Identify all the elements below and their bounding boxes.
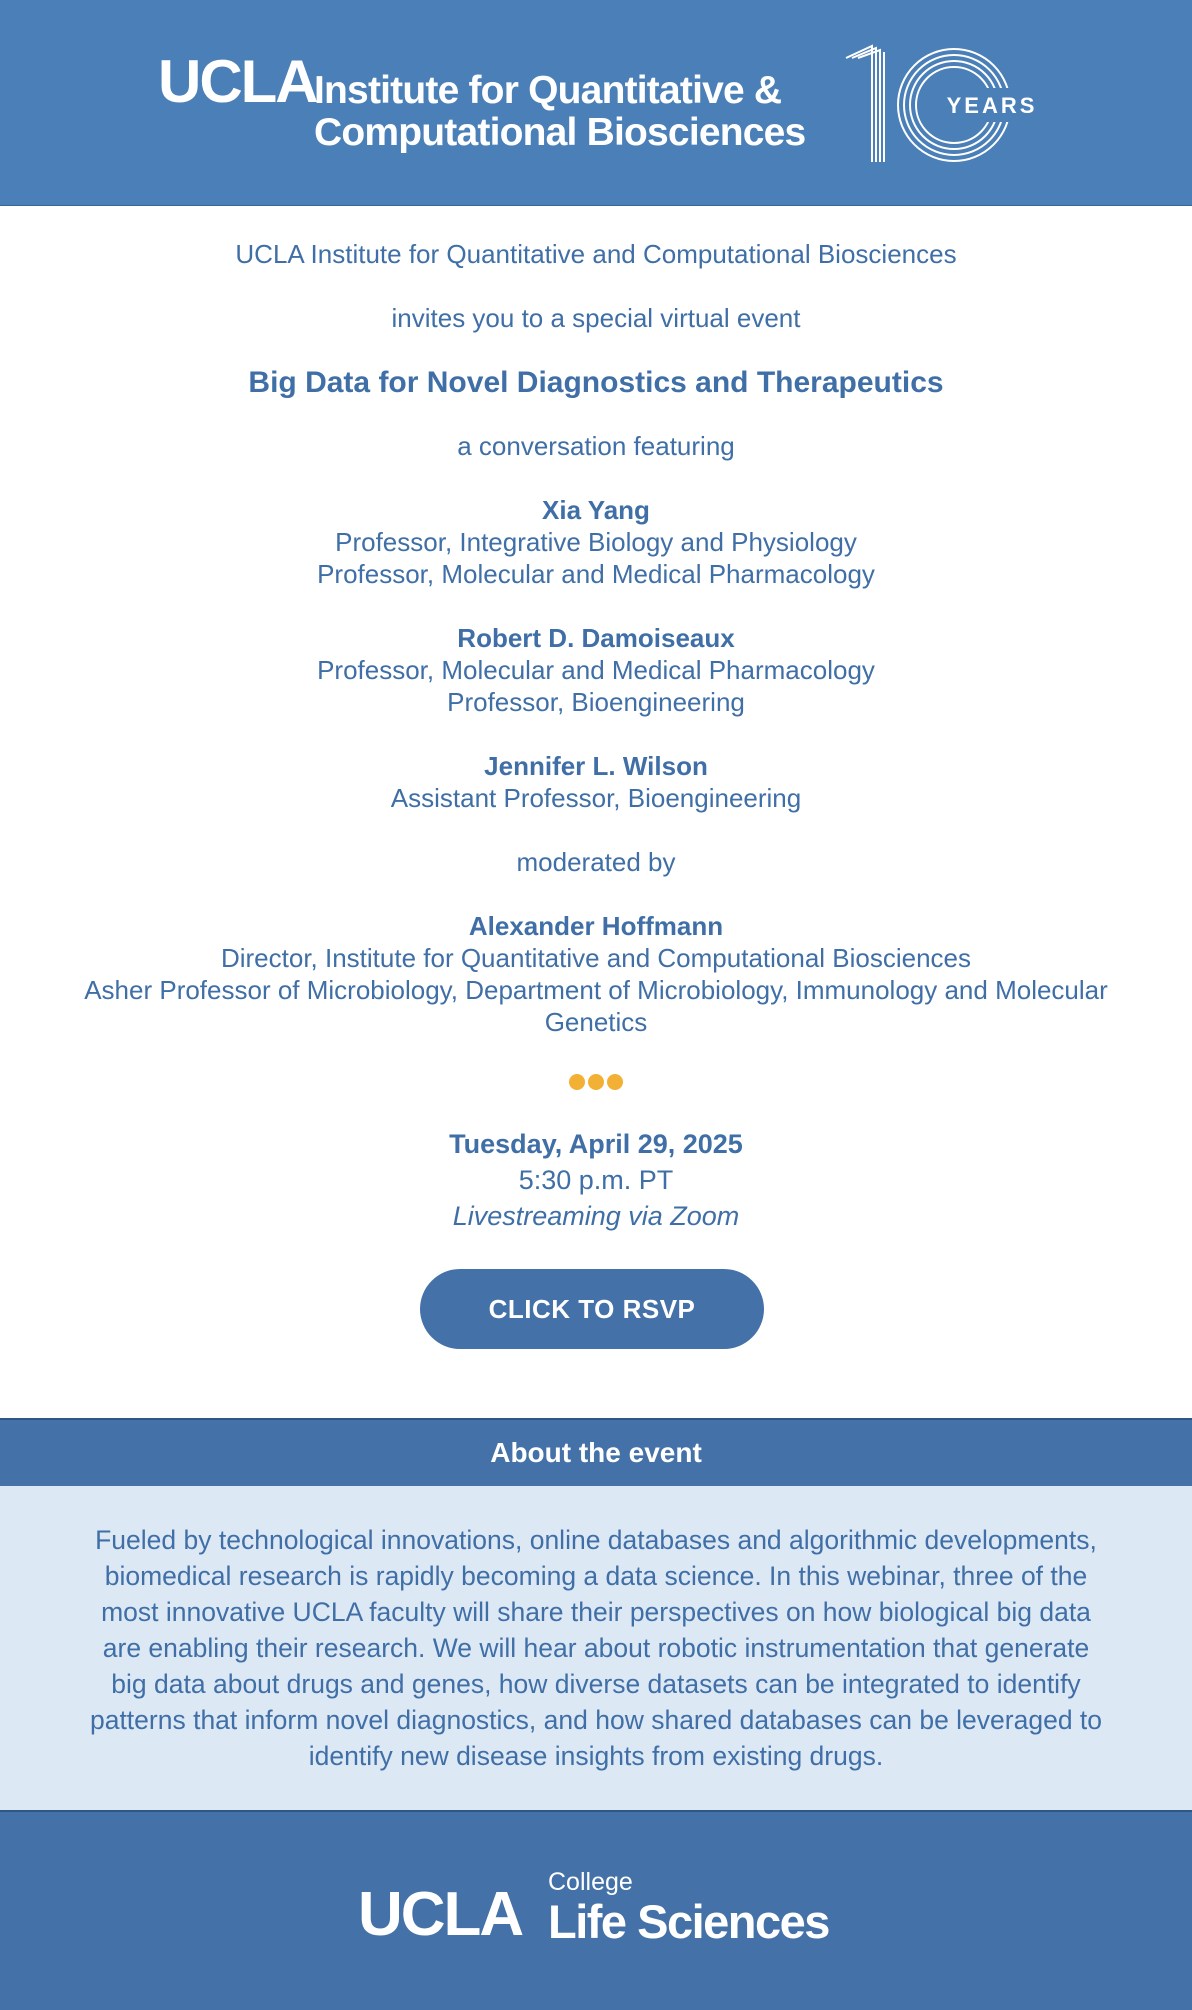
institute-logo-text bbox=[314, 70, 805, 154]
moderator-role: Genetics bbox=[544, 1007, 648, 1037]
dot-icon bbox=[607, 1074, 623, 1090]
header-banner bbox=[0, 0, 1192, 206]
footer-banner bbox=[0, 1812, 1192, 2010]
about-line: big data about drugs and genes, how diverse datasets can be integrated to identify bbox=[111, 1669, 1081, 1699]
about-heading: About the event bbox=[0, 1418, 1192, 1488]
event-time: 5:30 p.m. PT bbox=[518, 1165, 674, 1195]
featuring-text: a conversation featuring bbox=[457, 431, 735, 461]
speaker-block bbox=[0, 622, 1192, 718]
speaker-name: Jennifer L. Wilson bbox=[484, 751, 708, 781]
ucla-logo: UCLA bbox=[158, 48, 317, 115]
about-line: biomedical research is rapidly becoming a data science. In this webinar, three of the bbox=[104, 1561, 1088, 1591]
event-date: Tuesday, April 29, 2025 bbox=[449, 1129, 743, 1159]
years-label: YEARS bbox=[946, 93, 1038, 118]
about-line: are enabling their research. We will hear about robotic instrumentation that generate bbox=[102, 1633, 1090, 1663]
about-line: patterns that inform novel diagnostics, and how shared databases can be leveraged to bbox=[89, 1705, 1103, 1735]
about-description bbox=[50, 1522, 1142, 1774]
dot-icon bbox=[588, 1074, 604, 1090]
speaker-block bbox=[0, 494, 1192, 590]
footer-college-label: College bbox=[548, 1868, 633, 1896]
footer-ucla-logo: UCLA bbox=[358, 1880, 523, 1949]
dot-icon bbox=[569, 1074, 585, 1090]
speaker-role: Professor, Molecular and Medical Pharmacology bbox=[317, 559, 875, 589]
speaker-name: Xia Yang bbox=[542, 495, 650, 525]
speaker-role: Assistant Professor, Bioengineering bbox=[390, 783, 802, 813]
speaker-role: Professor, Molecular and Medical Pharmacology bbox=[317, 655, 875, 685]
footer-life-sciences-label: Life Sciences bbox=[548, 1895, 829, 1948]
about-line: Fueled by technological innovations, online databases and algorithmic developments, bbox=[95, 1525, 1097, 1555]
rsvp-button[interactable]: CLICK TO RSVP bbox=[420, 1269, 764, 1349]
about-line: identify new disease insights from existing drugs. bbox=[308, 1741, 884, 1771]
invite-text: invites you to a special virtual event bbox=[391, 303, 801, 333]
institute-logo-line2: Computational Biosciences bbox=[314, 111, 806, 154]
ten-years-logo bbox=[842, 44, 1042, 166]
event-location: Livestreaming via Zoom bbox=[452, 1201, 740, 1231]
speaker-name: Robert D. Damoiseaux bbox=[457, 623, 735, 653]
rsvp-wrapper bbox=[0, 1269, 1188, 1349]
event-title: Big Data for Novel Diagnostics and Therapeutics bbox=[248, 366, 944, 399]
institute-logo-line1: Institute for Quantitative & bbox=[314, 69, 782, 112]
moderator-role: Director, Institute for Quantitative and Computational Biosciences bbox=[220, 943, 972, 973]
speaker-block bbox=[0, 750, 1192, 814]
speaker-role: Professor, Bioengineering bbox=[447, 687, 745, 717]
moderated-by-text: moderated by bbox=[516, 847, 676, 877]
divider-dots bbox=[0, 1074, 1192, 1090]
about-line: most innovative UCLA faculty will share their perspectives on how biological big data bbox=[101, 1597, 1091, 1627]
about-section bbox=[0, 1486, 1192, 1812]
speaker-role: Professor, Integrative Biology and Physiology bbox=[335, 527, 857, 557]
moderator-role: Asher Professor of Microbiology, Department of Microbiology, Immunology and Molecular bbox=[84, 975, 1108, 1005]
moderator-block bbox=[0, 910, 1192, 1038]
org-name: UCLA Institute for Quantitative and Computational Biosciences bbox=[235, 239, 957, 269]
moderator-name: Alexander Hoffmann bbox=[468, 911, 724, 941]
